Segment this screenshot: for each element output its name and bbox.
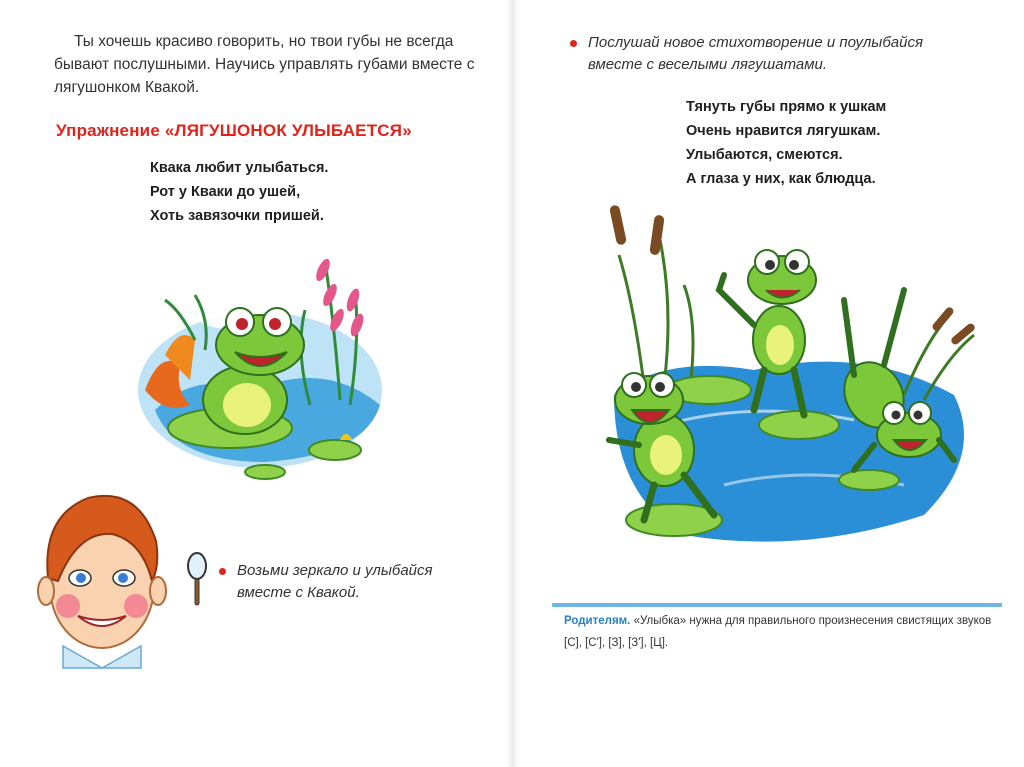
poem-line: Улыбаются, смеются.	[686, 147, 843, 163]
parents-note	[564, 610, 1004, 654]
poem-line: Тянуть губы прямо к ушкам	[686, 99, 887, 115]
instruction-line: Возьми зеркало и улыбайся	[237, 562, 433, 579]
frog-illustration	[135, 240, 395, 485]
poem-line: Очень нравится лягушкам.	[686, 123, 881, 139]
poem-line: Рот у Кваки до ушей,	[150, 184, 301, 200]
intro-text: Ты хочешь красиво говорить, но твои губы не всегда бывают послушными. Научись управлять губами вместе с лягушонком Квакой.	[54, 33, 475, 96]
frogs-pond-illustration	[604, 195, 984, 555]
mirror-instruction	[237, 560, 433, 604]
note-divider	[552, 603, 1002, 607]
poem-line: Хоть завязочки пришей.	[150, 208, 324, 224]
right-page	[512, 0, 1024, 767]
bullet-icon	[570, 40, 577, 47]
exercise-title: Упражнение «ЛЯГУШОНОК УЛЫБАЕТСЯ»	[56, 121, 412, 140]
bullet-icon	[219, 568, 226, 575]
left-poem	[150, 156, 328, 228]
boy-illustration	[38, 486, 166, 668]
mirror-icon	[186, 552, 208, 608]
right-poem	[686, 95, 886, 191]
instruction-line: Послушай новое стихотворение и поулыбайся	[588, 34, 923, 51]
listen-instruction	[588, 32, 923, 76]
poem-line: А глаза у них, как блюдца.	[686, 171, 876, 187]
parents-note-text: «Улыбка» нужна для правильного произнесения свистящих звуков [С], [С'], [З], [З'], [Ц].	[564, 615, 992, 649]
parents-note-lead: Родителям.	[564, 615, 631, 627]
instruction-line: вместе с Квакой.	[237, 584, 360, 601]
poem-line: Квака любит улыбаться.	[150, 160, 329, 176]
instruction-line: вместе с веселыми лягушатами.	[588, 56, 828, 73]
